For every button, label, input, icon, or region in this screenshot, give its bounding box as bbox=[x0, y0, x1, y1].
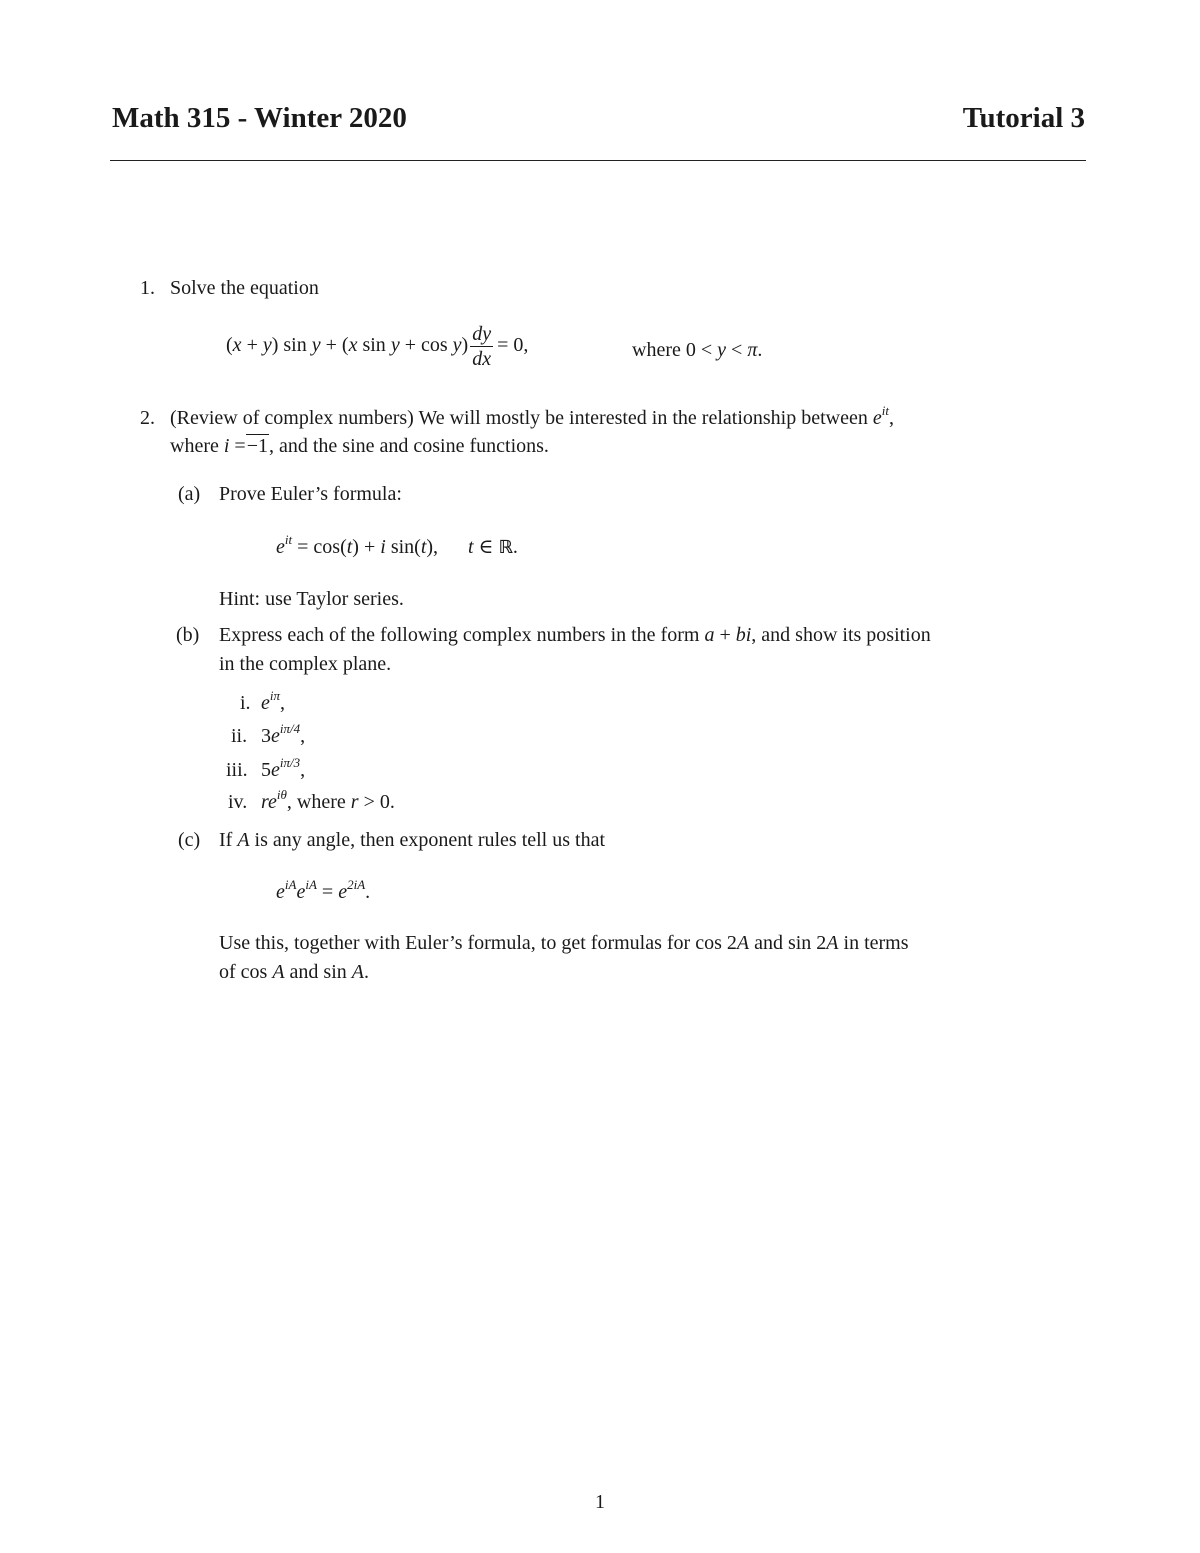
part-b-item-label: iii. bbox=[226, 759, 248, 781]
part-b-line2: in the complex plane. bbox=[219, 653, 392, 675]
derivative-fraction: $\frac{dy}{dx}$ bbox=[472, 323, 492, 370]
part-b-item-expression: $5e^{i\pi/3}$, bbox=[261, 755, 306, 781]
part-a-text: Prove Euler’s formula: bbox=[219, 483, 402, 505]
problem-2-intro-line2: where i =−1, and the sine and cosine functions. bbox=[170, 435, 549, 457]
part-c-formula: $e^{iA}e^{iA} = e^{2iA}$. bbox=[276, 877, 371, 903]
part-c-line1: Use this, together with Euler’s formula, to get formulas for cos 2A and sin 2A in terms bbox=[219, 932, 909, 954]
part-a-hint: Hint: use Taylor series. bbox=[219, 588, 404, 610]
euler-formula: $e^{it} = \cos(t) + i$ sin(t), t ∈ ℝ. bbox=[276, 532, 518, 558]
part-b-item-expression: $re^{i\theta}$, where r > 0. bbox=[261, 787, 395, 813]
problem-2-number: 2. bbox=[140, 407, 155, 429]
part-c-label: (c) bbox=[178, 829, 201, 851]
problem-1-number: 1. bbox=[140, 277, 155, 299]
part-b-item-label: ii. bbox=[231, 725, 248, 747]
page-number: 1 bbox=[595, 1491, 605, 1513]
part-b-item-label: iv. bbox=[228, 791, 248, 813]
part-c-text: If A is any angle, then exponent rules tell us that bbox=[219, 829, 606, 851]
part-a-label: (a) bbox=[178, 483, 201, 505]
part-b-item-expression: $3e^{i\pi/4}$, bbox=[261, 721, 306, 747]
part-b-line1: Express each of the following complex numbers in the form a + bi, and show its position bbox=[219, 624, 931, 646]
problem-2-intro-line1: (Review of complex numbers) We will mostly be interested in the relationship between $e^{it}$, bbox=[170, 403, 894, 429]
part-c-line2: of cos A and sin A. bbox=[219, 961, 369, 983]
part-b-item-label: i. bbox=[240, 692, 251, 714]
part-b-item-expression: $e^{i\pi}$, bbox=[261, 688, 286, 714]
tutorial-title: Tutorial 3 bbox=[962, 102, 1085, 134]
course-title: Math 315 - Winter 2020 bbox=[112, 102, 407, 134]
problem-1-prompt: Solve the equation bbox=[170, 277, 319, 299]
problem-1-condition: where 0 < y < π. bbox=[632, 339, 763, 361]
problem-1-equation: (x + y) sin y + (x sin y + cos y) $\frac{dy}{dx}$ = 0, bbox=[226, 323, 529, 370]
part-b-label: (b) bbox=[176, 624, 200, 646]
header-rule bbox=[110, 160, 1086, 161]
